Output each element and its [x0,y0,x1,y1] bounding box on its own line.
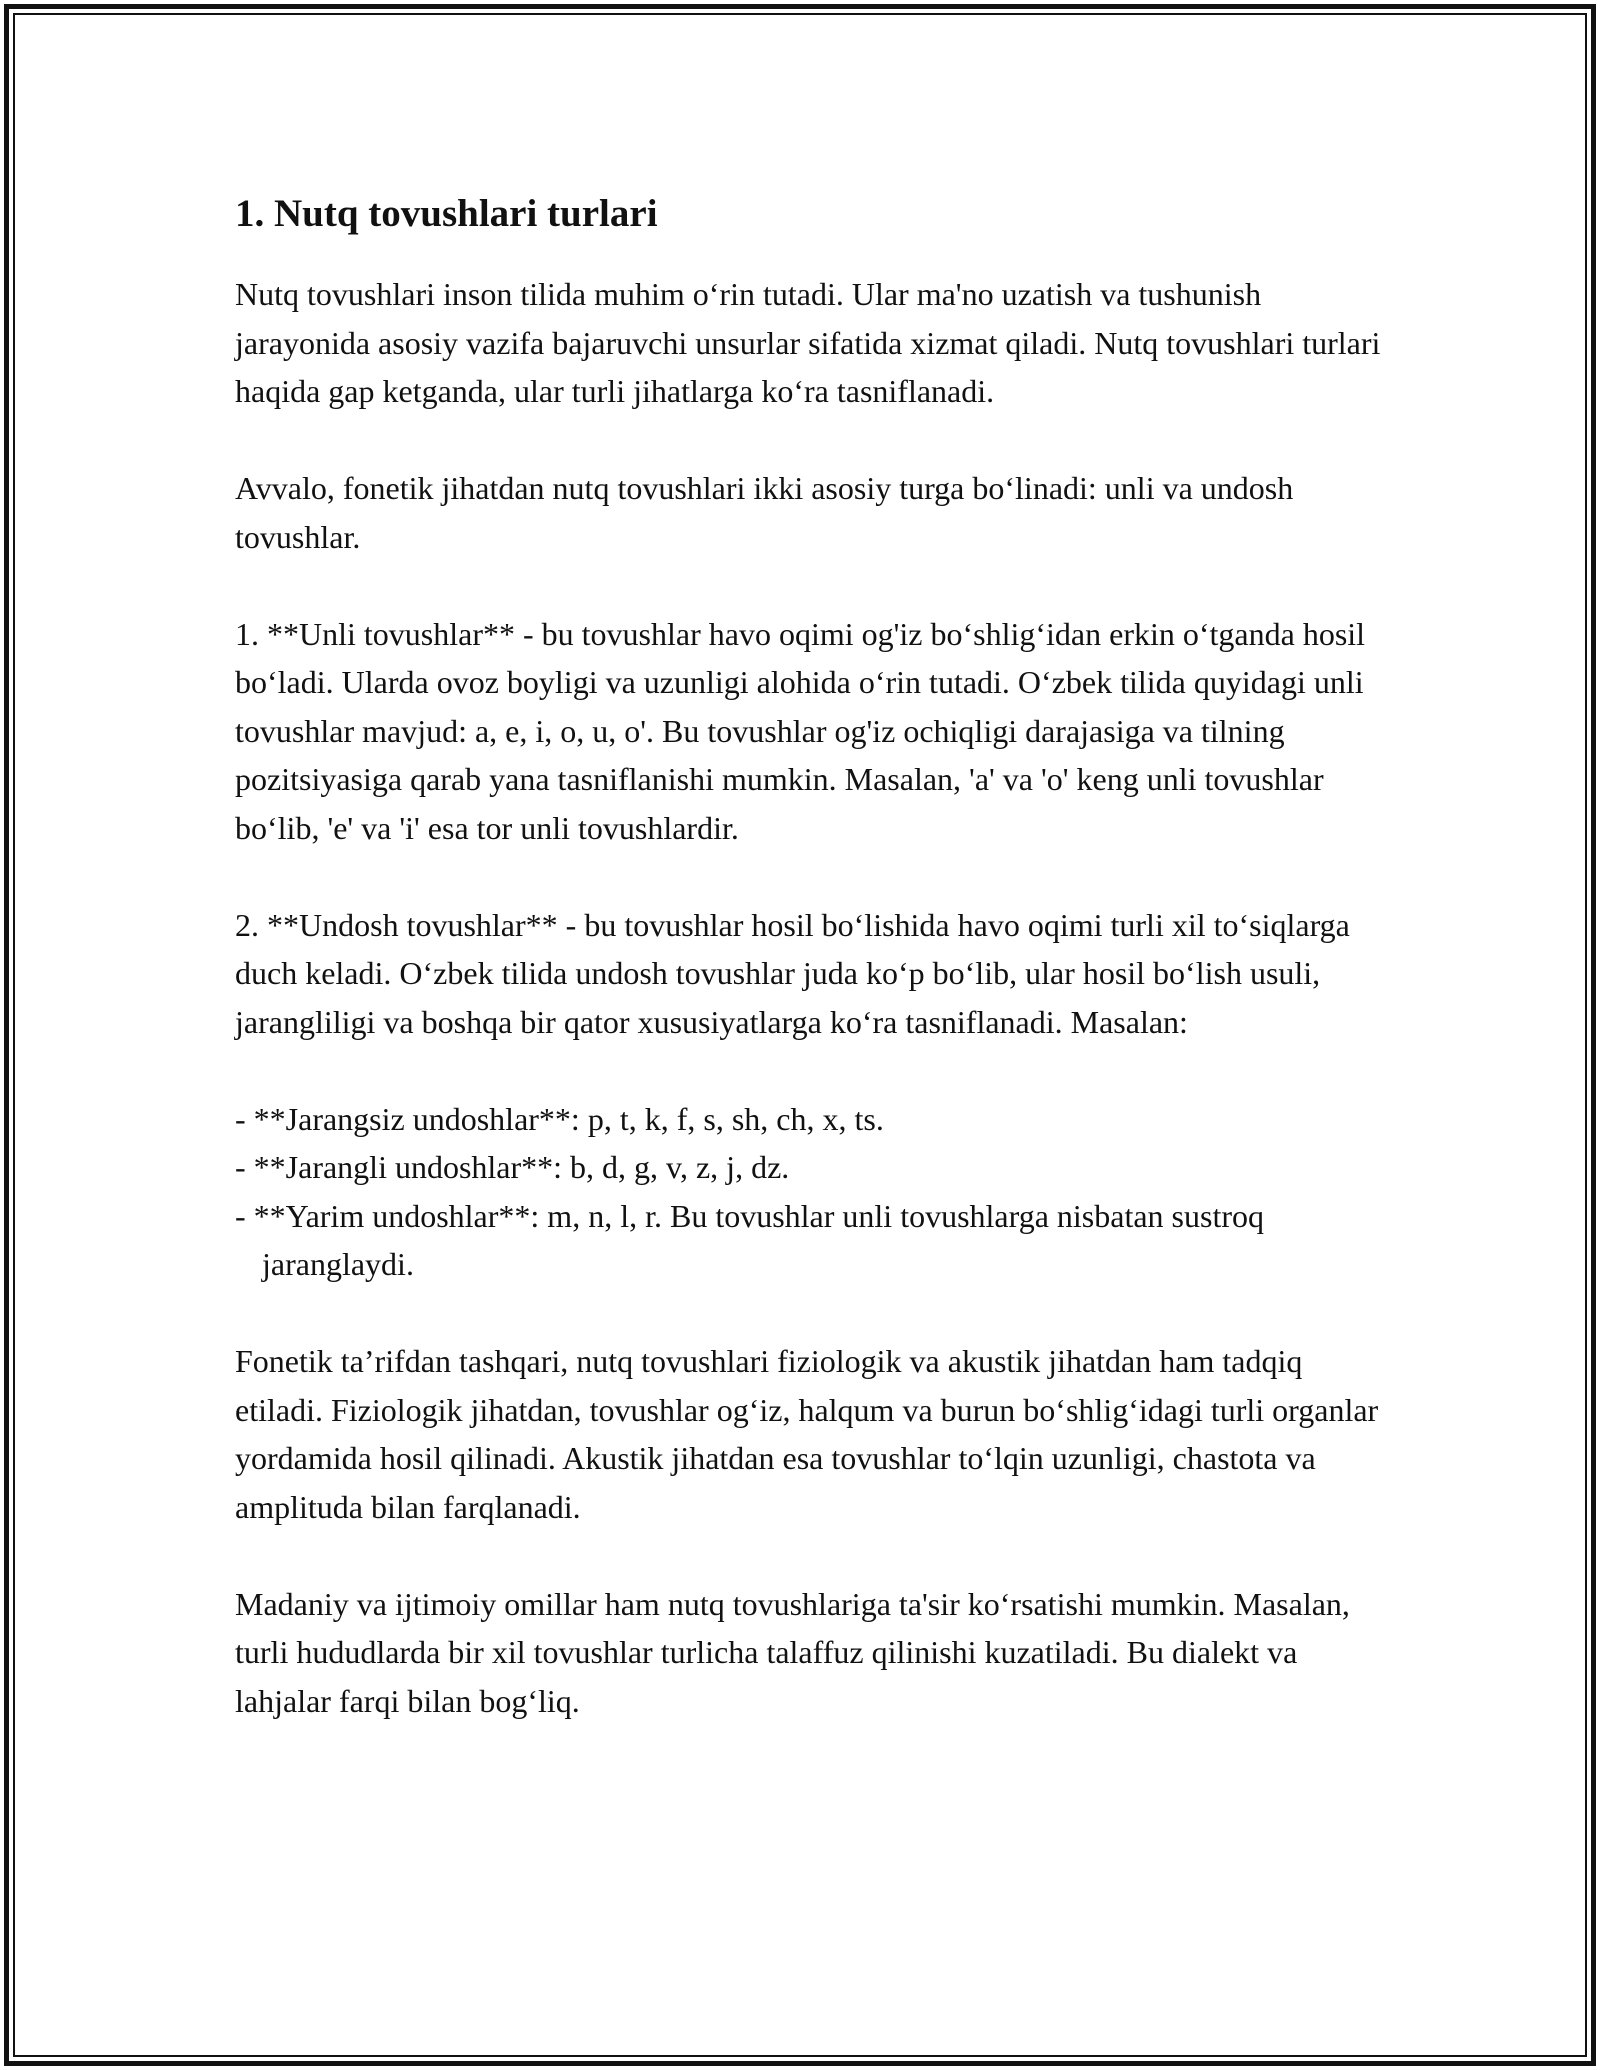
paragraph-consonants: 2. **Undosh tovushlar** - bu tovushlar hosil bo‘lishida havo oqimi turli xil to‘siqlarga duch keladi. O‘zbek tilida undosh tovushlar juda ko‘p bo‘lib, ular hosil bo‘lish usuli, jarangliligi va boshqa bir qator xususiyatlarga ko‘ra tasniflanadi. Masalan: [235,906,1350,1040]
paragraph-vowels: 1. **Unli tovushlar** - bu tovushlar havo oqimi og'iz bo‘shlig‘idan erkin o‘tganda hosil bo‘ladi. Ularda ovoz boyligi va uzunligi alohida o‘rin tutadi. O‘zbek tilida quyidagi unli tovushlar mavjud: a, e, i, o, u, o'. Bu tovushlar og'iz ochiqligi darajasiga va tilning pozitsiyasiga qarab yana tasniflanishi mumkin. Masalan, 'a' va 'o' keng unli tovushlar bo‘lib, 'e' va 'i' esa tor unli tovushlardir. [235,615,1366,846]
paragraph-culture: Madaniy va ijtimoiy omillar ham nutq tovushlariga ta'sir ko‘rsatishi mumkin. Masalan, turli hududlarda bir xil tovushlar turlicha talaffuz qilinishi kuzatiladi. Bu dialekt va lahjalar farqi bilan bog‘liq. [235,1585,1350,1719]
list-item-voiceless: - **Jarangsiz undoshlar**: p, t, k, f, s, sh, ch, x, ts. [235,1100,884,1137]
paragraph-intro: Nutq tovushlari inson tilida muhim o‘rin tutadi. Ular ma'no uzatish va tushunish jarayonida asosiy vazifa bajaruvchi unsurlar sifatida xizmat qiladi. Nutq tovushlari turlari haqida gap ketganda, ular turli jihatlarga ko‘ra tasniflanadi. [235,276,1381,409]
paragraph-physiology: Fonetik ta’rifdan tashqari, nutq tovushlari fiziologik va akustik jihatdan ham tadqiq etiladi. Fiziologik jihatdan, tovushlar og‘iz, halqum va burun bo‘shlig‘idagi turli organlar yordamida hosil qilinadi. Akustik jihatdan esa tovushlar to‘lqin uzunligi, chastota va amplituda bilan farqlanadi. [235,1343,1379,1525]
section-heading: 1. Nutq tovushlari turlari [235,192,658,235]
list-item-semi: - **Yarim undoshlar**: m, n, l, r. Bu tovushlar unli tovushlarga nisbatan sustroq jaranglaydi. [235,1197,1264,1282]
document-page [235,188,1385,1774]
list-item-voiced: - **Jarangli undoshlar**: b, d, g, v, z, j, dz. [235,1149,790,1185]
paragraph-phonetic: Avvalo, fonetik jihatdan nutq tovushlari ikki asosiy turga bo‘linadi: unli va undosh tovushlar. [235,470,1294,555]
consonant-list [235,1095,1385,1289]
